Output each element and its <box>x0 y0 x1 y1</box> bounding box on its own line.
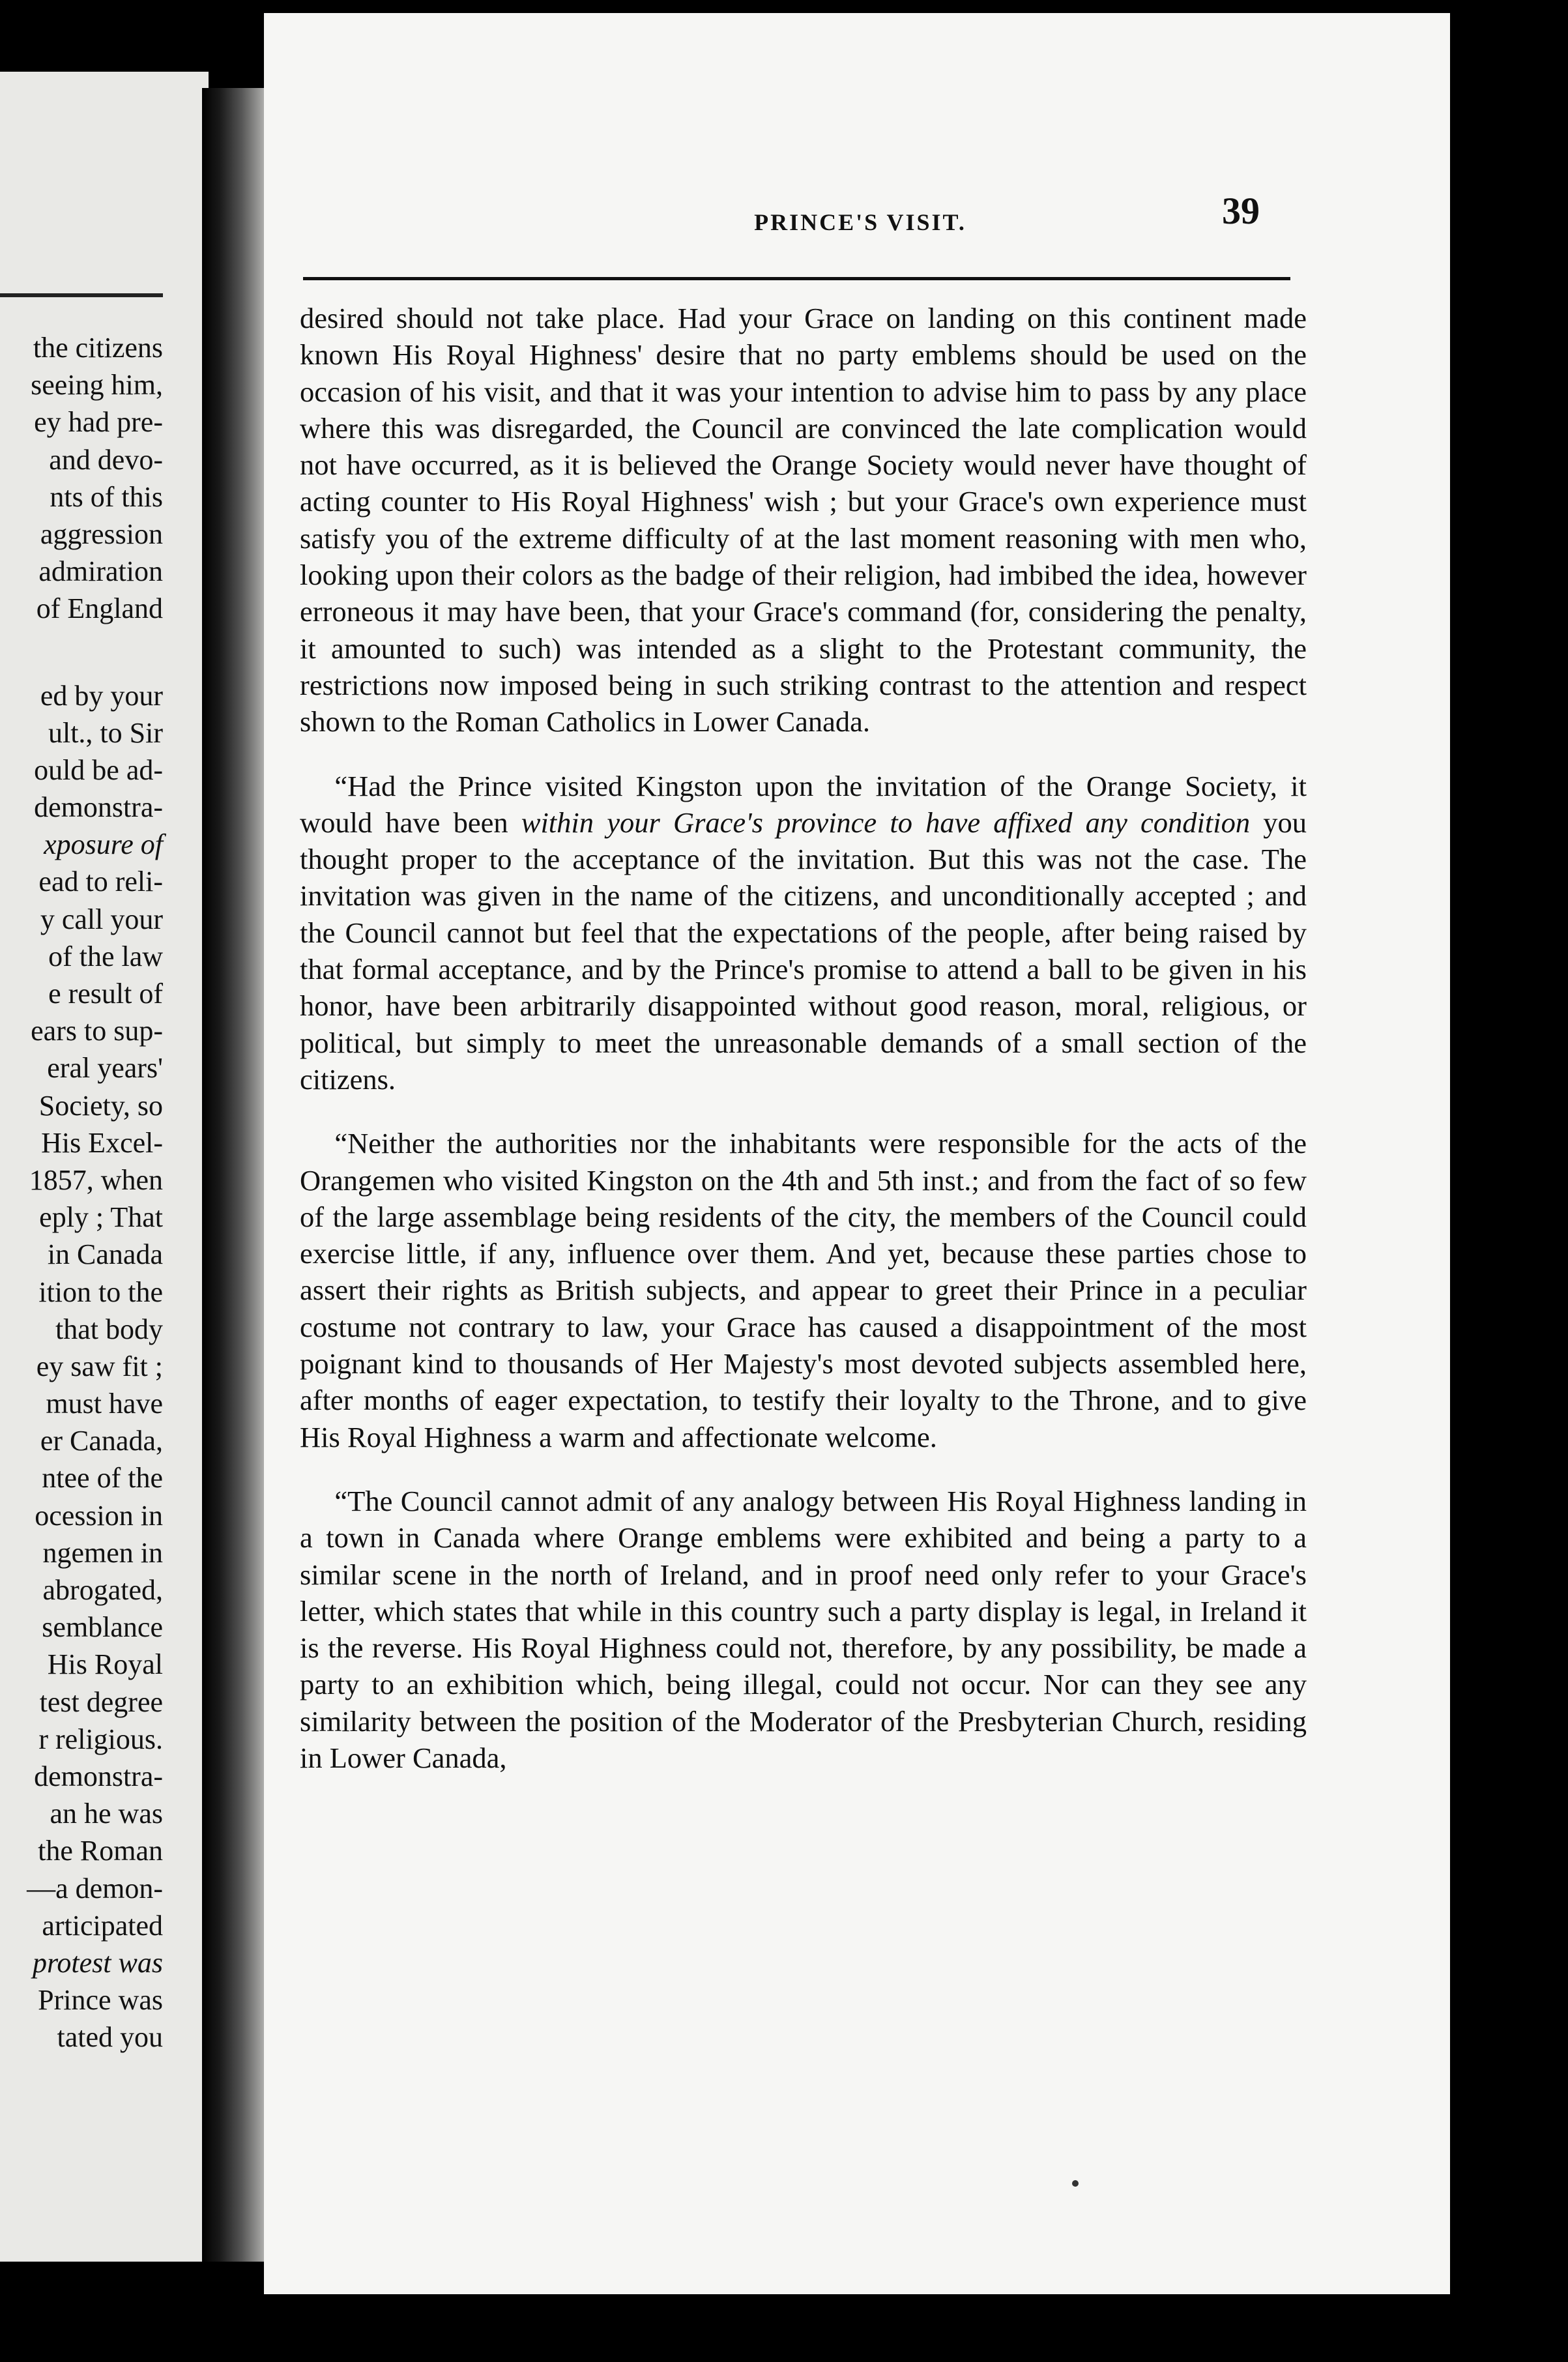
left-page-line: semblance <box>42 1611 163 1644</box>
left-page-rule <box>0 293 163 297</box>
left-page-text <box>0 329 163 2056</box>
left-page-line: Prince was <box>38 1984 163 2017</box>
page-number: 39 <box>1222 190 1260 232</box>
left-page-line: aggression <box>40 518 163 550</box>
left-page-line: ition to the <box>38 1276 163 1308</box>
left-page-line: His Excel- <box>41 1126 163 1159</box>
left-page-line: demonstra- <box>34 791 163 824</box>
left-page-line: ould be ad- <box>34 753 163 786</box>
paragraph-4: “The Council cannot admit of any analogy between His Royal Highness landing in a town in Canada where Orange emblems were exhibited and being a party to a similar scene in the north of Ireland, and in proof need only refer to your Grace's letter, which states that while in this country such a party display is legal, in Ireland it is the reverse. His Royal Highness could not, therefore, by any possibility, be made a party to an exhibition which, being illegal, could not occur. Nor can they see any similarity between the position of the Moderator of the Presbyterian Church, residing in Lower Canada, <box>300 1484 1307 1774</box>
paragraph-2-end: you thought proper to the acceptance of the invitation. But this was not the case. The invitation was given in the name of the citizens, and unconditionally accepted ; and the Council cannot but feel that the expectations of the people, after being raised by that formal acceptance, and by the Prince's promise to attend a ball to be given in his honor, have been arbitrarily disappointed without good reason, moral, religious, or political, but simply to meet the unreasonable demands of a small section of the citizens. <box>300 806 1307 1096</box>
left-page-line: test degree <box>39 1685 163 1718</box>
left-page-line: ngemen in <box>42 1536 163 1569</box>
left-page-line: e result of <box>48 978 163 1010</box>
left-page-line: er Canada, <box>40 1425 163 1457</box>
left-page-line: an he was <box>50 1798 163 1830</box>
left-page-line: ey had pre- <box>34 406 163 439</box>
left-page-line: protest was <box>32 1946 163 1979</box>
left-page-line: nts of this <box>50 480 163 513</box>
left-page-line: that body <box>55 1313 163 1345</box>
left-page-line: xposure of <box>44 828 163 861</box>
book-gutter <box>202 88 274 2262</box>
left-page-line: eral years' <box>47 1052 163 1085</box>
left-page-line: demonstra- <box>34 1760 163 1792</box>
left-page-line: of England <box>36 592 163 625</box>
paragraph-2-italic: within your Grace's province to have affixed any condition <box>521 806 1251 839</box>
paragraph-2 <box>300 768 1307 1098</box>
left-page-line: articipated <box>42 1909 163 1942</box>
paragraph-1: desired should not take place. Had your Grace on landing on this continent made known His Royal Highness' desire that no party emblems should be used on the occasion of his visit, and that it was your intention to advise him to pass by any place where this was disregarded, the Council are convinced the late complication would not have occurred, as it is believed the Orange Society would never have thought of acting counter to His Royal Highness' wish ; but your Grace's own experience must satisfy you of the extreme difficulty of at the last moment reasoning with men who, looking upon their colors as the badge of their religion, had imbibed the idea, however erroneous it may have been, that your Grace's command (for, considering the penalty, it amounted to such) was intended as a slight to the Protestant community, the restrictions now imposed being in such striking contrast to the attention and respect shown to the Roman Catholics in Lower Canada. <box>300 302 1307 738</box>
left-page-line: Society, so <box>38 1089 163 1122</box>
left-page-line: ult., to Sir <box>48 716 163 749</box>
left-page-line: 1857, when <box>29 1163 163 1196</box>
left-page-line: of the law <box>48 940 163 972</box>
left-page-line <box>0 628 163 677</box>
left-page-line: seeing him, <box>31 369 163 401</box>
left-page-line: ntee of the <box>42 1462 163 1494</box>
header-rule <box>303 277 1290 280</box>
left-page-line: eply ; That <box>39 1201 163 1234</box>
page-body <box>300 300 1307 1803</box>
left-page-fragment <box>0 72 209 2262</box>
paragraph-2-start: “Had the Prince visited Kingston upon the invitation of the Orange Society, it would have been <box>300 769 1307 839</box>
left-page-line: must have <box>46 1388 163 1420</box>
left-page-line: in Canada <box>47 1238 163 1271</box>
paragraph-3: “Neither the authorities nor the inhabitants were responsible for the acts of the Orangemen who visited Kingston on the 4th and 5th inst.; and from the fact of so few of the large assemblage being residents of the city, the members of the Council could exercise little, if any, influence over them. And yet, because these parties chose to assert their rights as British subjects, and appear to greet their Prince in a peculiar costume not contrary to law, your Grace has caused a disappointment of the most poignant kind to thousands of Her Majesty's most devoted subjects assembled here, after months of eager expectation, to testify their loyalty to the Throne, and to give His Royal Highness a warm and affectionate welcome. <box>300 1127 1307 1453</box>
left-page-line: ead to reli- <box>38 866 163 898</box>
left-page-line: r religious. <box>38 1723 163 1755</box>
left-page-line: His Royal <box>47 1648 163 1681</box>
left-page-line: the citizens <box>33 332 163 364</box>
left-page-line: the Roman <box>38 1835 163 1867</box>
left-page-line: tated you <box>57 2021 163 2054</box>
left-page-line: abrogated, <box>42 1574 163 1606</box>
page-speck <box>1072 2180 1079 2187</box>
right-page <box>264 13 1450 2294</box>
left-page-line: —a demon- <box>27 1872 163 1904</box>
left-page-line: ed by your <box>40 679 163 712</box>
left-page-line: admiration <box>38 555 163 588</box>
left-page-line: y call your <box>40 903 163 935</box>
left-page-line: ears to sup- <box>31 1015 163 1047</box>
left-page-line: and devo- <box>49 443 163 476</box>
left-page-line: ocession in <box>35 1499 163 1532</box>
left-page-line: ey saw fit ; <box>36 1350 163 1382</box>
running-head: PRINCE'S VISIT. <box>754 209 966 235</box>
